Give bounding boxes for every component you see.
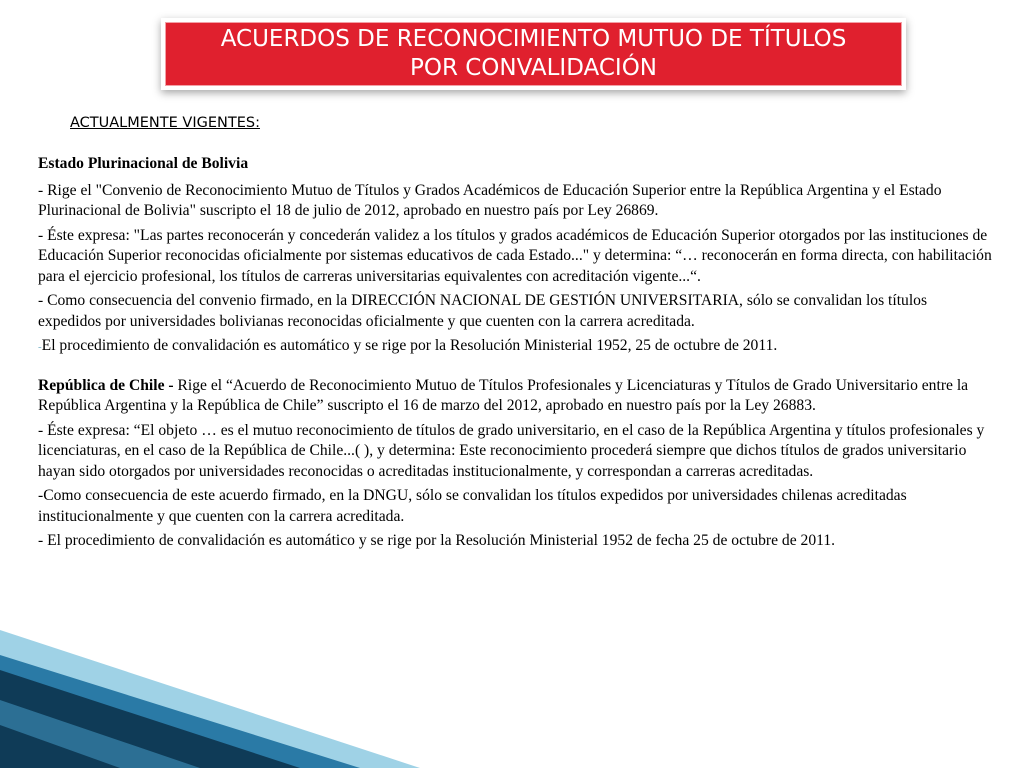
chile-paragraph-1 [38,376,993,417]
chile-paragraph-4: - El procedimiento de convalidación es automático y se rige por la Resolución Ministerial 1952 de fecha 25 de octubre de 2011. [38,532,836,549]
chile-heading: República de Chile - [38,376,174,394]
bolivia-paragraph-4-text: El procedimiento de convalidación es automático y se rige por la Resolución Ministerial 1952, 25 de octubre de 2011. [41,337,778,354]
chile-paragraph-2: - Éste expresa: “El objeto … es el mutuo reconocimiento de títulos de grado universitario, en el caso de la República Argentina y títulos profesionales y licenciaturas, en el caso de la República de Chile...( ), y determina: Este reconocimiento procederá siempre que dichos títulos de grados universitario hayan sido otorgados por universidades reconocidas o acreditadas institucionalmente, y correspondan a carreras acreditadas. [38,421,985,480]
title-line-2: POR CONVALIDACIÓN [409,55,657,81]
bolivia-paragraph-1: - Rige el "Convenio de Reconocimiento Mutuo de Títulos y Grados Académicos de Educación Superior entre la República Argentina y el Estado Plurinacional de Bolivia" suscripto el 18 de julio de 2012, aprobado en nuestro país por Ley 26869. [38,181,942,219]
title-line-1: ACUERDOS DE RECONOCIMIENTO MUTUO DE TÍTULOS [220,26,847,52]
chile-paragraph-1-text: Rige el “Acuerdo de Reconocimiento Mutuo de Títulos Profesionales y Licenciaturas y Títulos de Grado Universitario entre la República Argentina y la República de Chile” suscripto el 16 de marzo del 2012, aprobado en nuestro país por la Ley 26883. [38,376,969,414]
bolivia-paragraph-4 [38,336,993,358]
bolivia-paragraph-2: - Éste expresa: "Las partes reconocerán y concederán validez a los títulos y grados académicos de Educación Superior otorgados por las instituciones de Educación Superior reconocidas oficialmente por sistemas educativos de cada Estado..." y determina: “… reconocerán en forma directa, con habilitación para el ejercicio profesional, los títulos de carreras universitarias equivalentes con acreditación vigente...“. [38,226,992,285]
bolivia-heading: Estado Plurinacional de Bolivia [38,155,249,172]
decorative-corner-swoosh [0,600,420,768]
title-banner [161,18,906,90]
bolivia-paragraph-3: - Como consecuencia del convenio firmado, en la DIRECCIÓN NACIONAL DE GESTIÓN UNIVERSITARIA, sólo se convalidan los títulos expedidos por universidades bolivianas reconocidas oficialmente y que cuenten con la carrera acreditada. [38,292,928,330]
section-subtitle: ACTUALMENTE VIGENTES: [70,115,260,131]
chile-paragraph-3: -Como consecuencia de este acuerdo firmado, en la DNGU, sólo se convalidan los títulos expedidos por universidades chilenas acreditadas institucionalmente y que cuenten con la carrera acreditada. [38,487,907,525]
bullet-dash: - [38,341,42,353]
title-banner-inner [165,22,902,86]
main-content [38,154,993,556]
